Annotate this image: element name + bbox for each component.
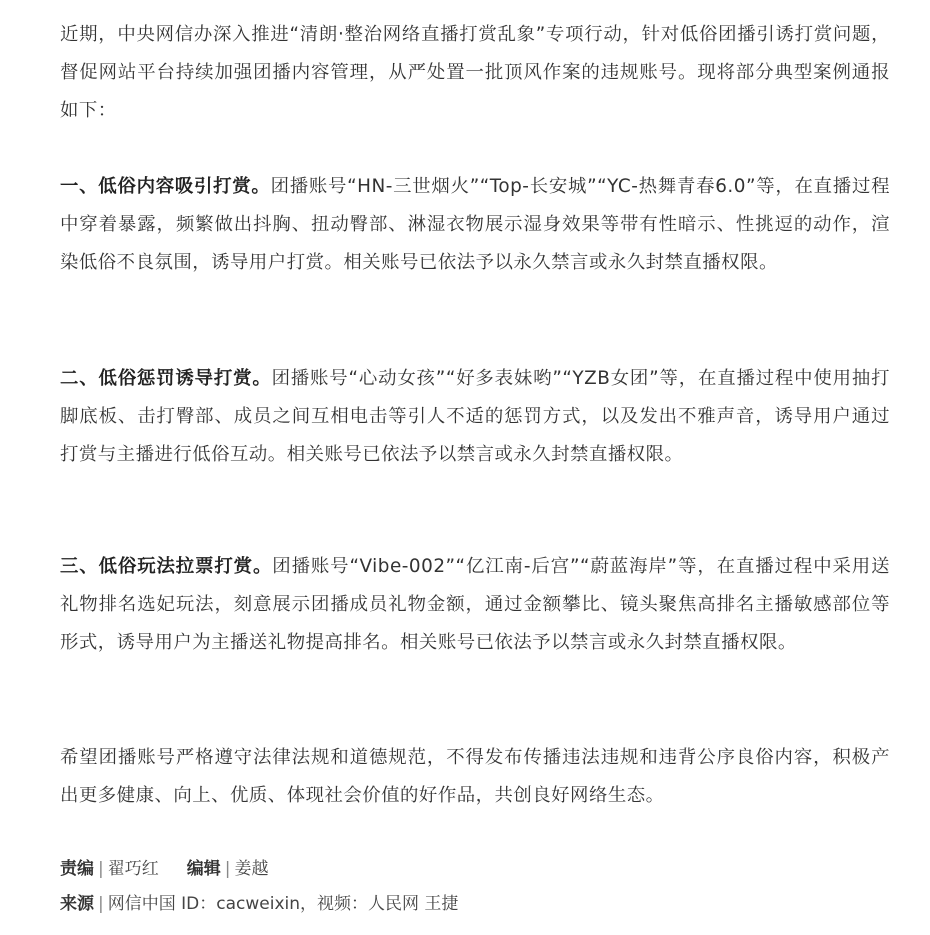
source-text: 网信中国 ID：cacweixin，视频：人民网 王捷 [107,894,459,914]
section-1-heading: 一、低俗内容吸引打赏。 [60,176,271,197]
editor-name: 姜越 [234,859,269,879]
section-1-paragraph [60,168,890,282]
source-label: 来源 [60,894,94,914]
credit-separator: | [224,859,231,879]
source-credit [60,891,458,917]
section-3-paragraph [60,548,890,662]
section-3-body: 团播账号“Vibe-002”“亿江南-后宫”“蔚蓝海岸”等，在直播过程中采用送礼物排名选妃玩法，刻意展示团播成员礼物金额，通过金额攀比、镜头聚焦高排名主播敏感部位等形式，诱导用户为主播送礼物提高排名。相关账号已依法予以禁言或永久封禁直播权限。 [60,556,890,653]
editor-label: 编辑 [186,859,221,879]
intro-paragraph: 近期，中央网信办深入推进“清朗·整治网络直播打赏乱象”专项行动，针对低俗团播引诱打赏问题，督促网站平台持续加强团播内容管理，从严处置一批顶风作案的违规账号。现将部分典型案例通报如下： [60,24,890,121]
credit-separator: | [98,859,104,879]
responsible-editor-label: 责编 [60,859,94,879]
section-1-body: 团播账号“HN-三世烟火”“Top-长安城”“YC-热舞青春6.0”等，在直播过程中穿着暴露，频繁做出抖胸、扭动臀部、淋湿衣物展示湿身效果等带有性暗示、性挑逗的动作，渲染低俗不良氛围，诱导用户打赏。相关账号已依法予以永久禁言或永久封禁直播权限。 [60,176,890,273]
closing-paragraph: 希望团播账号严格遵守法律法规和道德规范，不得发布传播违法违规和违背公序良俗内容，积极产出更多健康、向上、优质、体现社会价值的好作品，共创良好网络生态。 [60,747,890,806]
section-2-paragraph [60,360,890,474]
editor-credits [60,856,268,882]
responsible-editor-name: 翟巧红 [107,859,159,879]
section-3-heading: 三、低俗玩法拉票打赏。 [60,556,273,577]
section-2-body: 团播账号“心动女孩”“好多表妹哟”“YZB女团”等，在直播过程中使用抽打脚底板、击打臀部、成员之间互相电击等引人不适的惩罚方式，以及发出不雅声音，诱导用户通过打赏与主播进行低俗互动。相关账号已依法予以禁言或永久封禁直播权限。 [60,368,890,465]
credit-separator: | [98,894,104,914]
section-2-heading: 二、低俗惩罚诱导打赏。 [60,368,272,389]
